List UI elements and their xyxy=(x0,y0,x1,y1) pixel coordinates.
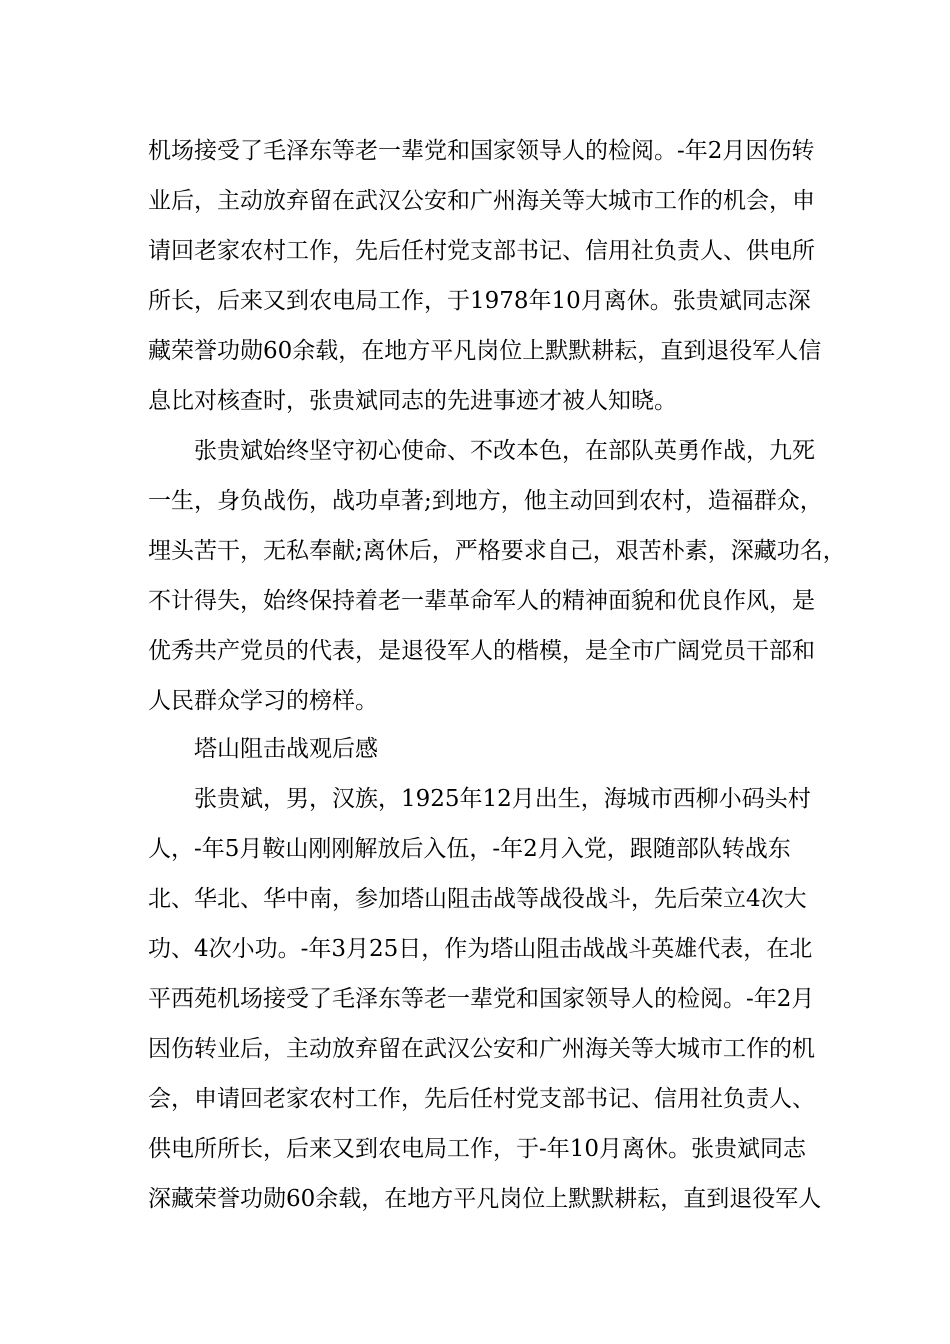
text-line: 息比对核查时，张贵斌同志的先进事迹才被人知晓。 xyxy=(148,388,677,414)
text-line: 优秀共产党员的代表，是退役军人的楷模，是全市广阔党员干部和 xyxy=(148,638,815,664)
text-line: 藏荣誉功勋60余载，在地方平凡岗位上默默耕耘，直到退役军人信 xyxy=(148,338,822,364)
text-line: 因伤转业后，主动放弃留在武汉公安和广州海关等大城市工作的机 xyxy=(148,1036,815,1062)
text-line: 平西苑机场接受了毛泽东等老一辈党和国家领导人的检阅。-年2月 xyxy=(148,986,815,1012)
text-line: 功、4次小功。-年3月25日，作为塔山阻击战战斗英雄代表，在北 xyxy=(148,936,813,962)
text-line: 埋头苦干，无私奉献;离休后，严格要求自己，艰苦朴素，深藏功名， xyxy=(148,538,846,564)
text-line: 深藏荣誉功勋60余载，在地方平凡岗位上默默耕耘，直到退役军人 xyxy=(148,1186,822,1212)
text-line: 供电所所长，后来又到农电局工作，于-年10月离休。张贵斌同志 xyxy=(148,1136,807,1162)
text-line: 人民群众学习的榜样。 xyxy=(148,688,378,714)
section-heading: 塔山阻击战观后感 xyxy=(194,736,378,762)
text-line: 请回老家农村工作，先后任村党支部书记、信用社负责人、供电所 xyxy=(148,238,815,264)
text-line: 会，申请回老家农村工作，先后任村党支部书记、信用社负责人、 xyxy=(148,1086,815,1112)
text-line: 张贵斌，男，汉族，1925年12月出生，海城市西柳小码头村 xyxy=(194,786,811,812)
text-line: 所长，后来又到农电局工作，于1978年10月离休。张贵斌同志深 xyxy=(148,288,811,314)
text-line: 一生，身负战伤，战功卓著;到地方，他主动回到农村，造福群众， xyxy=(148,488,823,514)
text-line: 业后，主动放弃留在武汉公安和广州海关等大城市工作的机会，申 xyxy=(148,188,815,214)
text-line: 人，-年5月鞍山刚刚解放后入伍，-年2月入党，跟随部队转战东 xyxy=(148,836,791,862)
text-line: 北、华北、华中南，参加塔山阻击战等战役战斗，先后荣立4次大 xyxy=(148,886,807,912)
text-line: 张贵斌始终坚守初心使命、不改本色，在部队英勇作战，九死 xyxy=(194,438,815,464)
text-line: 不计得失，始终保持着老一辈革命军人的精神面貌和优良作风，是 xyxy=(148,588,815,614)
text-line: 机场接受了毛泽东等老一辈党和国家领导人的检阅。-年2月因伤转 xyxy=(148,138,815,164)
